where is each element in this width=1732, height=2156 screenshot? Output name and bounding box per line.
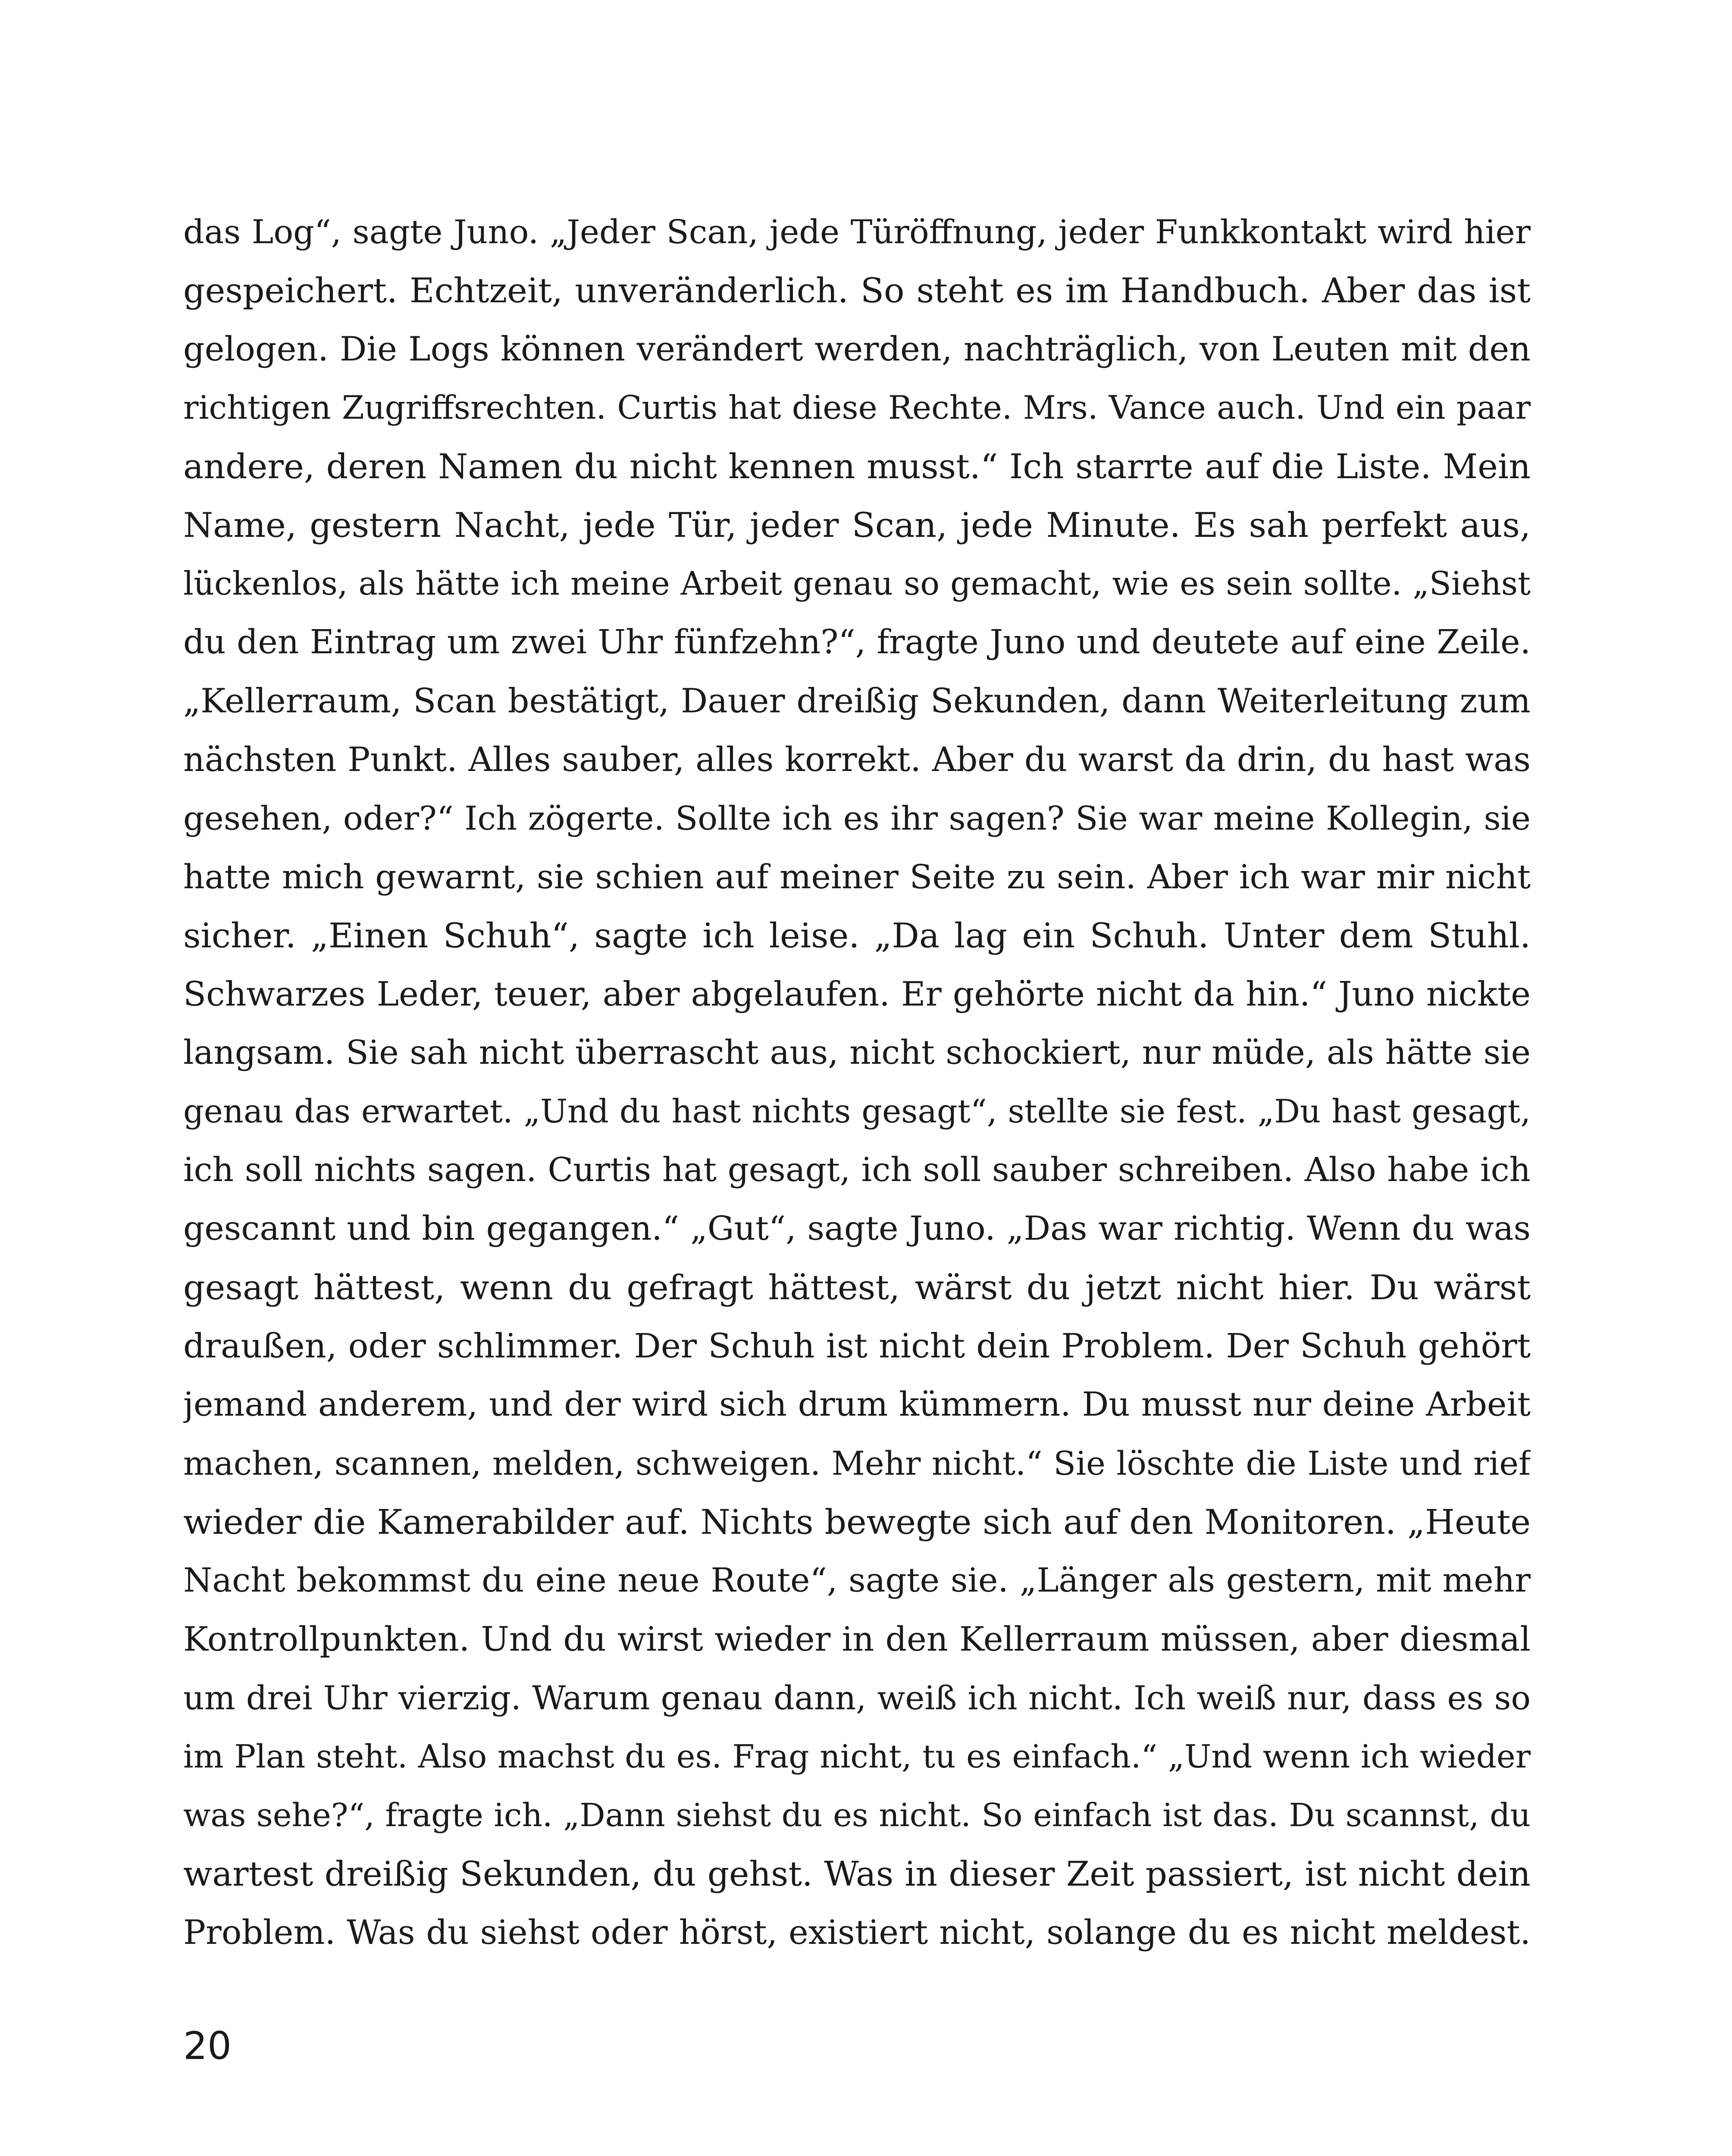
page-number: 20 [183,2024,232,2068]
text-line: Nacht bekommst du eine neue Route“, sagte sie. „Länger als gestern, mit mehr [183,1561,1531,1600]
text-line: gesagt hättest, wenn du gefragt hättest, wärst du jetzt nicht hier. Du wärst [183,1268,1531,1307]
text-line: Name, gestern Nacht, jede Tür, jeder Scan, jede Minute. Es sah perfekt aus, [183,505,1531,545]
text-line: sicher. „Einen Schuh“, sagte ich leise. „Da lag ein Schuh. Unter dem Stuhl. [183,916,1531,956]
body-text [183,203,1531,2001]
text-line: richtigen Zugriffsrechten. Curtis hat diese Rechte. Mrs. Vance auch. Und ein paar [183,389,1531,426]
text-line: was sehe?“, fragte ich. „Dann siehst du es nicht. So einfach ist das. Du scannst, du [183,1797,1531,1834]
text-line: Schwarzes Leder, teuer, aber abgelaufen. Er gehörte nicht da hin.“ Juno nickte [183,975,1531,1014]
text-line: „Kellerraum, Scan bestätigt, Dauer dreißig Sekunden, dann Weiterleitung zum [183,682,1531,721]
text-line: das Log“, sagte Juno. „Jeder Scan, jede Türöffnung, jeder Funkkontakt wird hier [183,213,1531,251]
text-line: nächsten Punkt. Alles sauber, alles korrekt. Aber du warst da drin, du hast was [183,740,1531,779]
text-line: Kontrollpunkten. Und du wirst wieder in den Kellerraum müssen, aber diesmal [183,1620,1531,1659]
text-line: jemand anderem, und der wird sich drum kümmern. Du musst nur deine Arbeit [183,1385,1531,1424]
text-line: du den Eintrag um zwei Uhr fünfzehn?“, fragte Juno und deutete auf eine Zeile. [183,623,1531,661]
text-line: Problem. Was du siehst oder hörst, existiert nicht, solange du es nicht meldest. [183,1913,1531,1952]
text-line: andere, deren Namen du nicht kennen musst.“ Ich starrte auf die Liste. Mein [183,447,1531,486]
text-line: langsam. Sie sah nicht überrascht aus, nicht schockiert, nur müde, als hätte sie [183,1034,1531,1072]
text-line: genau das erwartet. „Und du hast nichts gesagt“, stellte sie fest. „Du hast gesagt, [183,1093,1531,1130]
text-line: gescannt und bin gegangen.“ „Gut“, sagte Juno. „Das war richtig. Wenn du was [183,1210,1531,1248]
text-line: gelogen. Die Logs können verändert werden, nachträglich, von Leuten mit den [183,330,1531,369]
text-line: wartest dreißig Sekunden, du gehst. Was in dieser Zeit passiert, ist nicht dein [183,1854,1531,1894]
text-line: machen, scannen, melden, schweigen. Mehr nicht.“ Sie löschte die Liste und rief [183,1445,1531,1482]
text-line: gesehen, oder?“ Ich zögerte. Sollte ich es ihr sagen? Sie war meine Kollegin, sie [183,799,1531,837]
text-line: draußen, oder schlimmer. Der Schuh ist nicht dein Problem. Der Schuh gehört [183,1327,1531,1366]
text-line: hatte mich gewarnt, sie schien auf meiner Seite zu sein. Aber ich war mir nicht [183,858,1531,896]
text-line: wieder die Kamerabilder auf. Nichts bewegte sich auf den Monitoren. „Heute [183,1502,1531,1542]
text-line: ich soll nichts sagen. Curtis hat gesagt, ich soll sauber schreiben. Also habe ich [183,1151,1531,1189]
text-line: gespeichert. Echtzeit, unveränderlich. So steht es im Handbuch. Aber das ist [183,271,1531,310]
text-line: im Plan steht. Also machst du es. Frag nicht, tu es einfach.“ „Und wenn ich wieder [183,1738,1531,1775]
text-line: um drei Uhr vierzig. Warum genau dann, weiß ich nicht. Ich weiß nur, dass es so [183,1679,1531,1717]
text-line: lückenlos, als hätte ich meine Arbeit genau so gemacht, wie es sein sollte. „Siehst [183,565,1531,602]
